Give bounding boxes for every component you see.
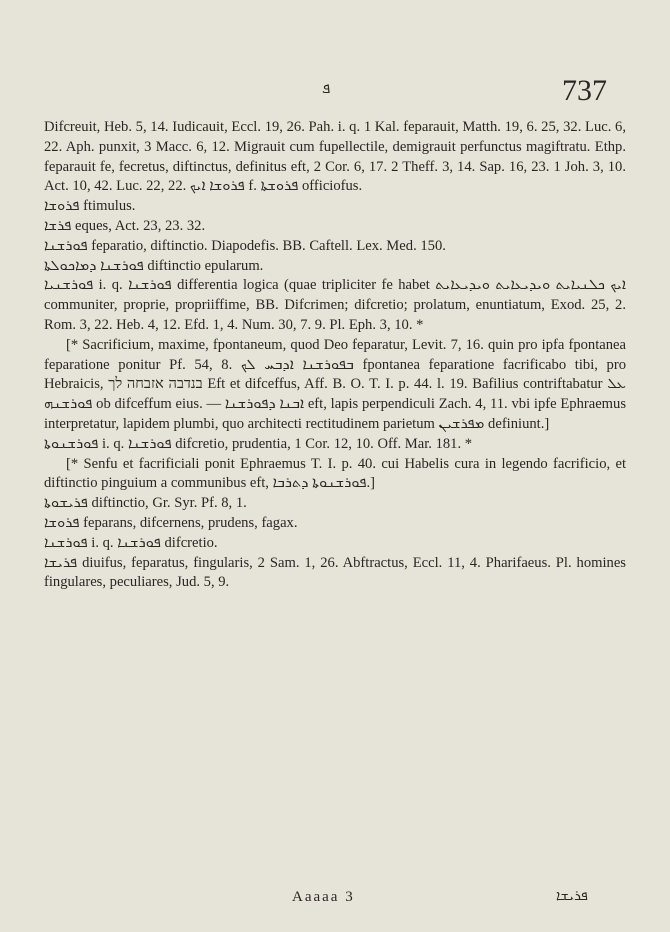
entry-differentia-logica: ܦܘܪܫܢܝܐ i. q. ܦܘܪܫܢܐ differentia logica (quae tripliciter fe habet ܐܝܟ ܟܠܢܝܐܝܬ ܘܝܕܝܥܐܝܬ ܘܝܕܝܥܐܝܬ communiter, proprie, propriiffime, BB. Difcrimen; difcretio; prolatum, enuntiatum, Exod. 25, 2. Rom. 3, 22. Heb. 4, 12. Efd. 1, 4. Num. 30, 7. 9. Pl. Eph. 3, 10. * xyxy=(44,277,626,333)
entry-discretio: ܦܘܪܫܢܐ i. q. ܦܘܪܫܢܐ difcretio. xyxy=(44,534,218,551)
entry-separans: ܦܪܘܫܐ feparans, difcernens, prudens, fagax. xyxy=(44,514,298,531)
catchword: ܦܪܝܫܐ xyxy=(556,889,588,904)
entry-separavit: Difcreuit, Heb. 5, 14. Iudicauit, Eccl. 19, 26. Pah. i. q. 1 Kal. feparauit, Matth. 19, 6. 25, 32. Luc. 6, 22. Aph. punxit, 3 Macc. 6, 12. Migrauit cum fupellectile, demigrauit perfunctus magiftratu. Ethp. feparauit fe, fecretus, diftinctus, definitus eft, 2 Cor. 6, 17. 2 Theff. 3, 14. Sap. 16, 23. 1 Joh. 3, 10. Act. 10, 42. Luc. 22, 22. ܦܪܘܫܐ ܐܝܟ f. ܦܪܘܫܬܐ officiofus. xyxy=(44,119,626,195)
entry-separatio: ܦܘܪܫܢܐ feparatio, diftinctio. Diapodefis. BB. Caftell. Lex. Med. 150. xyxy=(44,237,446,254)
entry-distinctio-epularum: ܦܘܪܫܢܐ ܕܡܐܟܘܠܬܐ diftinctio epularum. xyxy=(44,257,264,274)
note-sacrificium: [* Sacrificium, maxime, fpontaneum, quod Deo feparatur, Levit. 7, 16. quin pro ipfa fpontanea feparatione ponitur Pf. 54, 8. ܒܦܘܪܫܢܐ ܐܕܒܚ ܠܟ fpontanea feparatione facrificabo tibi, pro Hebraicis, בנדבה אזבחה לך Eft et difceffus, Aff. B. O. T. I. p. 44. l. 19. Bafilius contriftabatur ܥܠ ܦܘܪܫܢܗ ob difceffum eius. — ܐܒܢܐ ܕܦܘܪܫܢܐ eft, lapis perpendiculi Zach. 4, 11. vbi ipfe Ephraemus interpretatur, lapidem plumbi, quo architecti rectitudinem parietum ܡܦܪܫܝܢ definiunt.] xyxy=(44,336,627,432)
signature-mark: Aaaaa 3 xyxy=(292,889,355,905)
entry-eques: ܦܪܫܐ eques, Act. 23, 23. 32. xyxy=(44,217,206,234)
entry-stimulus: ܦܪܘܫܐ ftimulus. xyxy=(44,198,136,215)
entry-prudentia: ܦܘܪܫܢܘܬܐ i. q. ܦܘܪܫܢܐ difcretio, prudentia, 1 Cor. 12, 10. Off. Mar. 181. * xyxy=(44,435,473,452)
dictionary-body xyxy=(44,118,626,593)
page-number: 737 xyxy=(562,74,607,107)
entry-divisus: ܦܪܝܫܐ diuifus, feparatus, fingularis, 2 Sam. 1, 26. Abftractus, Eccl. 11, 4. Pharifaeus. Pl. homines fingulares, peculiares, Jud. 5, 9. xyxy=(44,554,626,591)
running-head-letter: ܦ xyxy=(322,81,331,97)
note-sensu: [* Senfu et facrificiali ponit Ephraemus T. I. p. 40. cui Habelis cura in legendo facrificio, et diftinctio pinguium a communibus eft, ܦܘܪܫܢܘܬܐ ܕܬܪܒܐ.] xyxy=(44,455,626,492)
entry-distinctio: ܦܪܝܫܘܬܐ diftinctio, Gr. Syr. Pf. 8, 1. xyxy=(44,495,247,512)
